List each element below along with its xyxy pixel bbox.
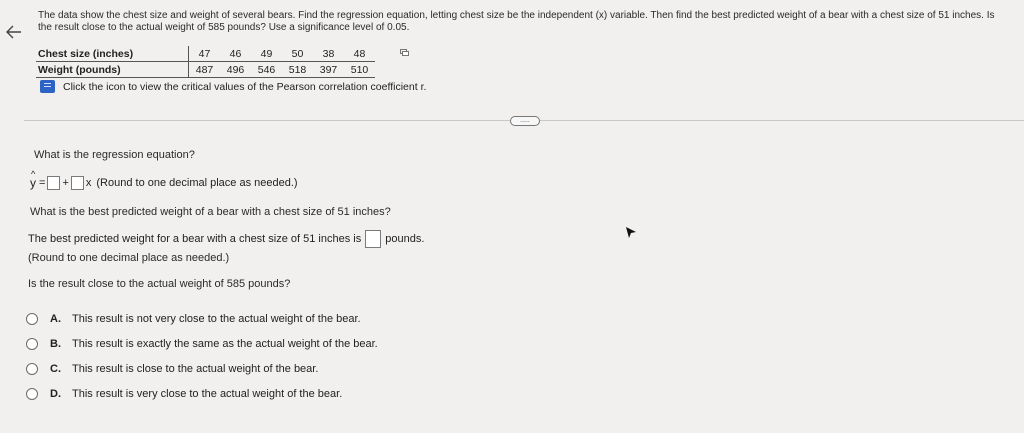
table-cell: 48 xyxy=(344,46,375,62)
table-cell: 50 xyxy=(282,46,313,62)
table-cell: 496 xyxy=(220,62,251,78)
regression-equation xyxy=(30,176,298,190)
problem-statement: The data show the chest size and weight of several bears. Find the regression equation, letting chest size be the independent (x) variable. Then find the best predicted weight of a bear with a chest size of 51 inches. Is the result close to the actual weight of 585 pounds? Use a significance level of 0.05. xyxy=(38,10,995,33)
y-hat-symbol: ^ y xyxy=(30,176,36,190)
row-label: Chest size (inches) xyxy=(36,46,189,62)
back-arrow-icon[interactable] xyxy=(4,24,22,40)
table-cell: 46 xyxy=(220,46,251,62)
table-cell: 49 xyxy=(251,46,282,62)
radio-button[interactable] xyxy=(26,388,38,400)
option-letter: C. xyxy=(50,363,61,375)
expand-button[interactable]: ..... xyxy=(510,116,540,126)
option-d[interactable] xyxy=(26,388,342,400)
option-letter: A. xyxy=(50,313,61,325)
option-b[interactable] xyxy=(26,338,378,350)
option-text: This result is very close to the actual weight of the bear. xyxy=(72,388,343,400)
question-2: What is the best predicted weight of a bear with a chest size of 51 inches? xyxy=(30,206,391,218)
table-cell: 47 xyxy=(189,46,221,62)
intercept-input[interactable] xyxy=(47,176,60,190)
mouse-cursor-icon xyxy=(625,226,637,240)
option-text: This result is not very close to the actual weight of the bear. xyxy=(72,313,361,325)
table-cell: 397 xyxy=(313,62,344,78)
info-text: Click the icon to view the critical values of the Pearson correlation coefficient r. xyxy=(63,80,427,93)
answer-suffix: pounds. xyxy=(385,233,425,245)
option-text: This result is close to the actual weight of the bear. xyxy=(72,363,319,375)
book-icon[interactable] xyxy=(40,80,55,93)
table-cell: 510 xyxy=(344,62,375,78)
equals-sign: = xyxy=(39,177,46,189)
question-3: Is the result close to the actual weight of 585 pounds? xyxy=(28,278,291,290)
critical-values-link[interactable] xyxy=(40,80,426,93)
option-a[interactable] xyxy=(26,313,361,325)
data-table xyxy=(36,46,375,78)
option-text: This result is exactly the same as the actual weight of the bear. xyxy=(72,338,378,350)
table-row xyxy=(36,62,375,78)
answer-prefix: The best predicted weight for a bear with a chest size of 51 inches is xyxy=(28,233,362,245)
radio-button[interactable] xyxy=(26,338,38,350)
predicted-weight-input[interactable] xyxy=(365,230,381,248)
question-1: What is the regression equation? xyxy=(34,149,195,161)
option-letter: B. xyxy=(50,338,61,350)
table-cell: 546 xyxy=(251,62,282,78)
plus-sign: + xyxy=(62,177,69,189)
predicted-weight-row xyxy=(28,230,424,248)
table-cell: 518 xyxy=(282,62,313,78)
option-c[interactable] xyxy=(26,363,318,375)
table-cell: 38 xyxy=(313,46,344,62)
slope-input[interactable] xyxy=(71,176,84,190)
table-row xyxy=(36,46,375,62)
option-letter: D. xyxy=(50,388,61,400)
table-cell: 487 xyxy=(189,62,221,78)
rounding-note: (Round to one decimal place as needed.) xyxy=(96,177,298,189)
copy-data-icon[interactable] xyxy=(400,49,409,56)
row-label: Weight (pounds) xyxy=(36,62,189,78)
rounding-note-2: (Round to one decimal place as needed.) xyxy=(28,252,230,264)
radio-button[interactable] xyxy=(26,363,38,375)
radio-button[interactable] xyxy=(26,313,38,325)
x-variable: x xyxy=(85,177,92,189)
